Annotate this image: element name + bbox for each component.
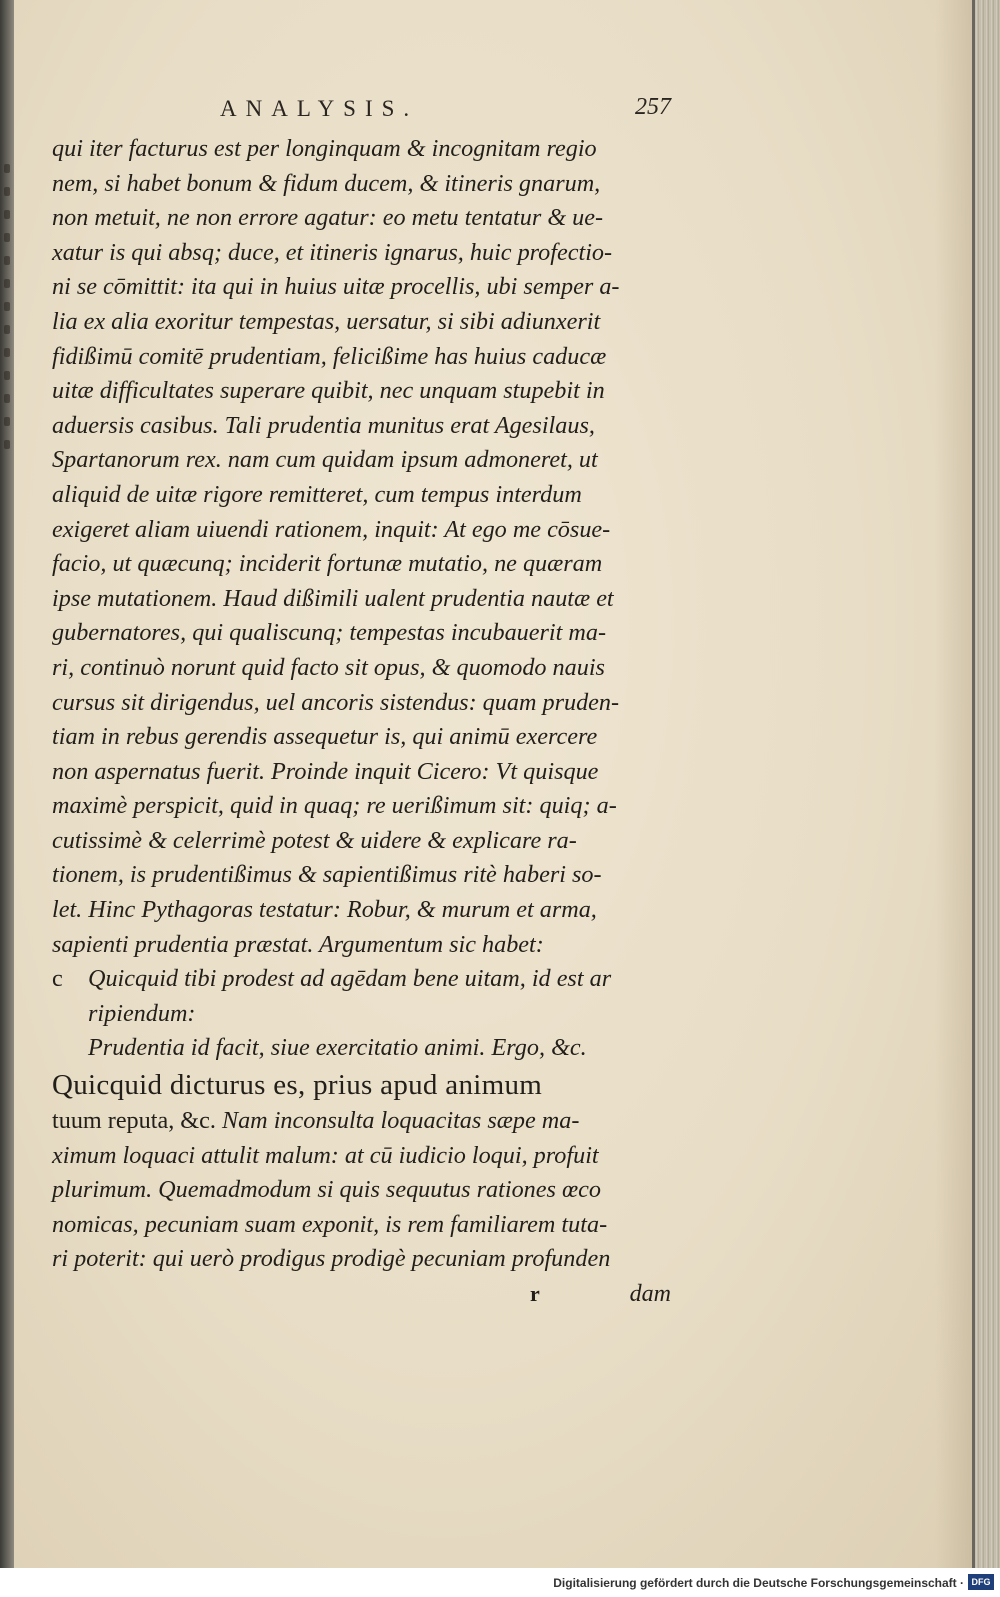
page-foot xyxy=(52,1277,677,1311)
paragraph-opening: Quicquid dicturus es, prius apud animum xyxy=(52,1069,543,1102)
body-line: let. Hinc Pythagoras testatur: Robur, & murum et arma, xyxy=(52,896,597,924)
italic-text: Nam inconsulta loquacitas sæpe ma- xyxy=(221,1107,580,1135)
body-line: tiam in rebus gerendis assequetur is, qui animū exercere xyxy=(52,723,598,751)
page-shading xyxy=(935,0,975,1568)
body-line: nem, si habet bonum & fidum ducem, & itineris gnarum, xyxy=(52,169,601,197)
body-line: ri, continuò norunt quid facto sit opus, & quomodo nauis xyxy=(52,653,605,681)
body-line: xatur is qui absq; duce, et itineris ignarus, huic profectio- xyxy=(52,238,613,266)
book-fore-edge xyxy=(975,0,1000,1568)
body-line: gubernatores, qui qualiscunq; tempestas incubauerit ma- xyxy=(52,619,607,647)
paragraph-line: ximum loquaci attulit malum: at cū iudicio loqui, profuit xyxy=(52,1141,599,1169)
major-premise-line: Quicquid tibi prodest ad agēdam bene uitam, id est ar xyxy=(88,965,612,993)
body-line: non aspernatus fuerit. Proinde inquit Cicero: Vt quisque xyxy=(52,757,599,785)
funding-credit: Digitalisierung gefördert durch die Deutsche Forschungsgemeinschaft · xyxy=(553,1576,964,1590)
previous-page-fragments xyxy=(0,150,14,570)
paragraph-line: plurimum. Quemadmodum si quis sequutus rationes œco xyxy=(52,1176,601,1204)
signature-mark: r xyxy=(530,1281,540,1306)
major-premise-continuation: ripiendum: xyxy=(88,999,196,1027)
paragraph-line: nomicas, pecuniam suam exponit, is rem familiarem tuta- xyxy=(52,1210,608,1238)
body-line: maximè perspicit, quid in quaq; re uerißimum sit: quiq; a- xyxy=(52,792,617,820)
body-line: lia ex alia exoritur tempestas, uersatur, si sibi adiunxerit xyxy=(52,307,601,335)
body-line: sapienti prudentia præstat. Argumentum sic habet: xyxy=(52,930,544,958)
syllogism-marker: c xyxy=(52,965,63,993)
footer-bar xyxy=(0,1568,1000,1597)
paragraph-line: ri poterit: qui uerò prodigus prodigè pecuniam profunden xyxy=(52,1245,611,1273)
dfg-logo: DFG xyxy=(968,1574,994,1590)
body-line: aliquid de uitæ rigore remitteret, cum tempus interdum xyxy=(52,480,582,508)
body-line: non metuit, ne non errore agatur: eo metu tentatur & ue- xyxy=(52,204,604,232)
body-line: ni se cōmittit: ita qui in huius uitæ procellis, ubi semper a- xyxy=(52,273,620,301)
syllogism-major-premise xyxy=(52,962,677,997)
body-line: qui iter facturus est per longinquam & incognitam regio xyxy=(52,135,597,162)
body-line: fidißimū comitē prudentiam, felicißime has huius caducæ xyxy=(52,342,607,370)
body-line: cursus sit dirigendus, uel ancoris sistendus: quam pruden- xyxy=(52,688,620,716)
body-line: tionem, is prudentißimus & sapientißimus ritè haberi so- xyxy=(52,861,602,889)
body-line: uitæ difficultates superare quibit, nec unquam stupebit in xyxy=(52,377,605,405)
body-line: cutissimè & celerrimè potest & uidere & explicare ra- xyxy=(52,826,577,854)
roman-text: tuum reputa, &c. xyxy=(52,1107,222,1135)
catchword: dam xyxy=(629,1281,671,1307)
body-line: ipse mutationem. Haud dißimili ualent prudentia nautæ et xyxy=(52,584,614,612)
paragraph-line xyxy=(52,1104,677,1139)
running-head: ANALYSIS. xyxy=(220,96,419,121)
body-line: exigeret aliam uiuendi rationem, inquit: At ego me cōsue- xyxy=(52,515,611,543)
page-number: 257 xyxy=(635,94,671,120)
syllogism-minor-premise: Prudentia id facit, siue exercitatio animi. Ergo, &c. xyxy=(88,1034,587,1062)
page-header xyxy=(52,96,677,132)
body-line: aduersis casibus. Tali prudentia munitus erat Agesilaus, xyxy=(52,411,595,439)
body-line: Spartanorum rex. nam cum quidam ipsum admoneret, ut xyxy=(52,446,598,474)
text-block xyxy=(52,96,677,1311)
body-line: facio, ut quæcunq; inciderit fortunæ mutatio, ne quæram xyxy=(52,550,603,578)
